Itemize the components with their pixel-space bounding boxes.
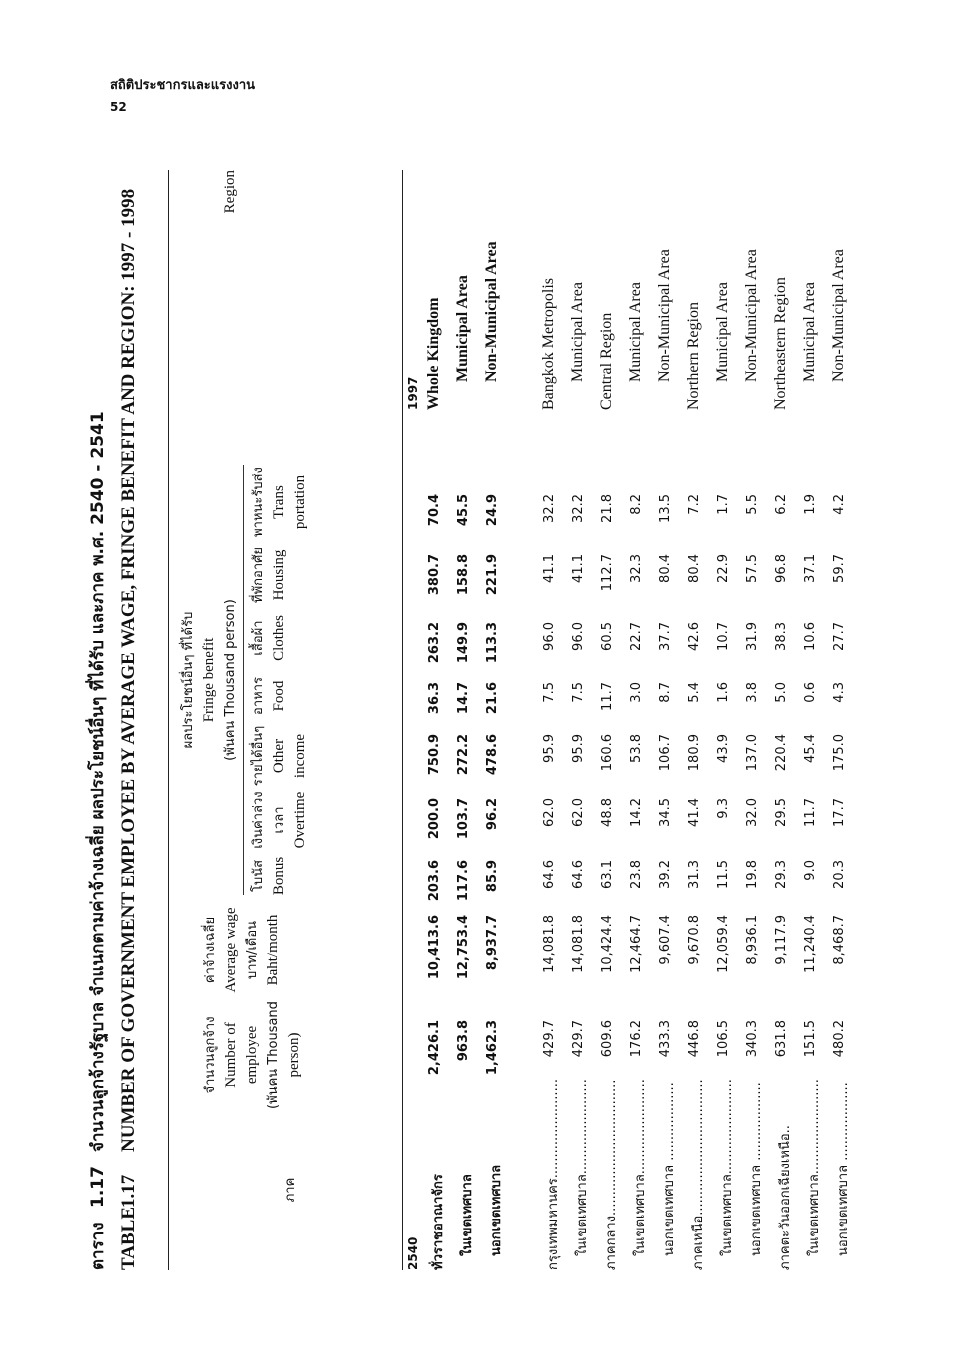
row-label-en: Whole Kingdom xyxy=(425,297,442,410)
cell-ot: 41.4 xyxy=(687,798,702,827)
row-label-en: Municipal Area xyxy=(569,282,586,382)
cell-emp: 106.5 xyxy=(716,1020,731,1058)
cell-housing: 37.1 xyxy=(803,554,818,583)
cell-food: 4.3 xyxy=(832,682,847,703)
cell-trans: 21.8 xyxy=(600,494,615,523)
cell-other: 95.9 xyxy=(571,734,586,763)
row-label-en: Non-Municipal Area xyxy=(656,249,673,382)
cell-bonus: 31.3 xyxy=(687,860,702,889)
title-th-number: 1.17 xyxy=(88,1166,108,1208)
cell-emp: 609.6 xyxy=(600,1020,615,1058)
cell-emp: 631.8 xyxy=(774,1020,789,1058)
cell-wage: 9,117.9 xyxy=(774,915,789,965)
header-bonus: โบนัส Bonus xyxy=(251,856,287,896)
cell-ot: 48.8 xyxy=(600,798,615,827)
header-overtime: เงินค่าล่วงเวลา Overtime xyxy=(251,791,308,849)
cell-bonus: 117.6 xyxy=(456,860,471,902)
cell-food: 7.5 xyxy=(571,682,586,703)
cell-other: 53.8 xyxy=(629,734,644,763)
cell-bonus: 203.6 xyxy=(427,860,442,902)
header-bottom-rule xyxy=(402,170,403,1270)
cell-emp: 2,426.1 xyxy=(427,1020,442,1076)
cell-trans: 8.2 xyxy=(629,494,644,515)
cell-other: 137.0 xyxy=(745,734,760,772)
cell-ot: 32.0 xyxy=(745,798,760,827)
cell-trans: 45.5 xyxy=(456,494,471,527)
cell-ot: 96.2 xyxy=(485,798,500,831)
cell-food: 3.0 xyxy=(629,682,644,703)
row-label-th: นอกเขตเทศบาล ................... xyxy=(662,1082,677,1256)
row-label-th: นอกเขตเทศบาล ................... xyxy=(836,1082,851,1256)
cell-bonus: 9.0 xyxy=(803,860,818,881)
rotated-table xyxy=(80,70,880,1270)
cell-housing: 41.1 xyxy=(571,554,586,583)
row-label-en: Municipal Area xyxy=(627,282,644,382)
cell-trans: 5.5 xyxy=(745,494,760,515)
cell-trans: 32.2 xyxy=(542,494,557,523)
cell-food: 3.8 xyxy=(745,682,760,703)
row-label-en: Non-Municipal Area xyxy=(830,249,847,382)
table-top-rule xyxy=(168,170,169,1270)
cell-wage: 8,936.1 xyxy=(745,915,760,965)
running-header: สถิติประชากรและแรงงาน xyxy=(110,78,256,93)
cell-emp: 963.8 xyxy=(456,1020,471,1062)
row-label-en: Non-Municipal Area xyxy=(743,249,760,382)
header-fringe: ผลประโยชน์อื่นๆ ที่ได้รับ Fringe benefit (พันคน Thousand person) xyxy=(181,599,238,761)
cell-emp: 480.2 xyxy=(832,1020,847,1058)
header-transport: พาหนะรับส่ง Trans portation xyxy=(251,467,308,537)
row-label-en: Municipal Area xyxy=(801,282,818,382)
cell-bonus: 29.3 xyxy=(774,860,789,889)
fringe-subrule xyxy=(243,465,244,895)
row-label-en: Municipal Area xyxy=(714,282,731,382)
row-label-en: Central Region xyxy=(598,312,615,410)
header-region-th: ภาค xyxy=(283,1177,298,1203)
cell-bonus: 39.2 xyxy=(658,860,673,889)
cell-housing: 221.9 xyxy=(485,554,500,596)
cell-bonus: 19.8 xyxy=(745,860,760,889)
cell-food: 21.6 xyxy=(485,682,500,715)
cell-housing: 59.7 xyxy=(832,554,847,583)
cell-other: 45.4 xyxy=(803,734,818,763)
cell-other: 180.9 xyxy=(687,734,702,772)
cell-ot: 9.3 xyxy=(716,798,731,819)
cell-clothes: 22.7 xyxy=(629,622,644,651)
header-employee: จำนวนลูกจ้าง Number of employee (พันคน Thousand person) xyxy=(203,1001,302,1109)
title-thai xyxy=(84,411,111,1270)
cell-ot: 200.0 xyxy=(427,798,442,840)
cell-wage: 9,607.4 xyxy=(658,915,673,965)
row-label-th: ภาคกลาง................................. xyxy=(604,1079,619,1270)
row-label-th: ภาคตะวันออกเฉียงเหนือ.. xyxy=(778,1125,793,1270)
cell-trans: 1.7 xyxy=(716,494,731,515)
cell-other: 43.9 xyxy=(716,734,731,763)
cell-bonus: 20.3 xyxy=(832,860,847,889)
cell-wage: 12,464.7 xyxy=(629,915,644,973)
cell-housing: 80.4 xyxy=(687,554,702,583)
cell-clothes: 96.0 xyxy=(542,622,557,651)
cell-wage: 9,670.8 xyxy=(687,915,702,965)
row-label-en: Northern Region xyxy=(685,302,702,410)
cell-ot: 62.0 xyxy=(571,798,586,827)
cell-clothes: 38.3 xyxy=(774,622,789,651)
row-label-th: ในเขตเทศบาล....................... xyxy=(633,1079,648,1256)
cell-bonus: 63.1 xyxy=(600,860,615,889)
cell-wage: 10,413.6 xyxy=(427,915,442,980)
cell-bonus: 64.6 xyxy=(542,860,557,889)
cell-other: 272.2 xyxy=(456,734,471,776)
row-label-th: ในเขตเทศบาล xyxy=(460,1174,475,1256)
cell-emp: 446.8 xyxy=(687,1020,702,1058)
cell-housing: 158.8 xyxy=(456,554,471,596)
row-label-en: Northeastern Region xyxy=(772,277,789,410)
cell-trans: 24.9 xyxy=(485,494,500,527)
row-label-th: นอกเขตเทศบาล xyxy=(489,1164,504,1256)
row-label-th: กรุงเทพมหานคร........................ xyxy=(546,1079,561,1270)
cell-housing: 32.3 xyxy=(629,554,644,583)
title-th-text: จำนวนลูกจ้างรัฐบาล จำแนกตามค่าจ้างเฉลี่ย ผลประโยชน์อื่นๆ ที่ได้รับ และภาค พ.ศ. 2540 - 2541 xyxy=(88,411,108,1152)
cell-food: 0.6 xyxy=(803,682,818,703)
cell-food: 7.5 xyxy=(542,682,557,703)
cell-clothes: 31.9 xyxy=(745,622,760,651)
title-en-label: TABLE xyxy=(118,1206,139,1270)
cell-other: 95.9 xyxy=(542,734,557,763)
cell-wage: 12,059.4 xyxy=(716,915,731,973)
cell-bonus: 11.5 xyxy=(716,860,731,889)
header-wage: ค่าจ้างเฉลี่ย Average wage บาท/เดือน Baht/month xyxy=(203,907,281,993)
header-housing: ที่พักอาศัย Housing xyxy=(251,547,287,603)
cell-wage: 12,753.4 xyxy=(456,915,471,980)
cell-housing: 112.7 xyxy=(600,554,615,592)
cell-emp: 429.7 xyxy=(542,1020,557,1058)
cell-trans: 70.4 xyxy=(427,494,442,527)
cell-ot: 34.5 xyxy=(658,798,673,827)
cell-ot: 62.0 xyxy=(542,798,557,827)
cell-emp: 151.5 xyxy=(803,1020,818,1058)
cell-housing: 41.1 xyxy=(542,554,557,583)
cell-clothes: 149.9 xyxy=(456,622,471,664)
cell-wage: 8,468.7 xyxy=(832,915,847,965)
cell-trans: 7.2 xyxy=(687,494,702,515)
cell-wage: 8,937.7 xyxy=(485,915,500,971)
header-region-en: Region xyxy=(222,170,238,214)
cell-wage: 14,081.8 xyxy=(542,915,557,973)
year-label-en: 1997 xyxy=(406,376,420,410)
row-label-th: นอกเขตเทศบาล ................... xyxy=(749,1082,764,1256)
cell-clothes: 10.6 xyxy=(803,622,818,651)
title-en-text: NUMBER OF GOVERNMENT EMPLOYEE BY AVERAGE WAGE, FRINGE BENEFIT AND REGION: 1997 - 1998 xyxy=(118,188,139,1152)
cell-clothes: 96.0 xyxy=(571,622,586,651)
cell-trans: 1.9 xyxy=(803,494,818,515)
cell-trans: 6.2 xyxy=(774,494,789,515)
cell-other: 160.6 xyxy=(600,734,615,772)
cell-emp: 429.7 xyxy=(571,1020,586,1058)
row-label-th: ในเขตเทศบาล....................... xyxy=(807,1079,822,1256)
cell-clothes: 37.7 xyxy=(658,622,673,651)
cell-housing: 57.5 xyxy=(745,554,760,583)
cell-other: 175.0 xyxy=(832,734,847,772)
row-label-th: ในเขตเทศบาล....................... xyxy=(575,1079,590,1256)
cell-housing: 96.8 xyxy=(774,554,789,583)
row-label-en: Municipal Area xyxy=(454,275,471,382)
header-food: อาหาร Food xyxy=(251,677,287,715)
cell-wage: 10,424.4 xyxy=(600,915,615,973)
cell-food: 1.6 xyxy=(716,682,731,703)
cell-housing: 380.7 xyxy=(427,554,442,596)
cell-other: 478.6 xyxy=(485,734,500,776)
cell-ot: 11.7 xyxy=(803,798,818,827)
cell-other: 220.4 xyxy=(774,734,789,772)
cell-housing: 80.4 xyxy=(658,554,673,583)
row-label-en: Non-Municipal Area xyxy=(483,241,500,382)
cell-emp: 340.3 xyxy=(745,1020,760,1058)
cell-bonus: 64.6 xyxy=(571,860,586,889)
row-label-th: ภาคเหนือ................................. xyxy=(691,1079,706,1270)
cell-emp: 433.3 xyxy=(658,1020,673,1058)
cell-wage: 11,240.4 xyxy=(803,915,818,973)
cell-ot: 17.7 xyxy=(832,798,847,827)
cell-trans: 4.2 xyxy=(832,494,847,515)
cell-other: 750.9 xyxy=(427,734,442,776)
cell-ot: 29.5 xyxy=(774,798,789,827)
cell-food: 5.0 xyxy=(774,682,789,703)
cell-bonus: 85.9 xyxy=(485,860,500,893)
title-th-label: ตาราง xyxy=(88,1222,108,1270)
cell-housing: 22.9 xyxy=(716,554,731,583)
cell-wage: 14,081.8 xyxy=(571,915,586,973)
row-label-th: ในเขตเทศบาล....................... xyxy=(720,1079,735,1256)
title-english xyxy=(118,189,140,1270)
header-other-income: รายได้อื่นๆ Other income xyxy=(251,725,308,787)
cell-trans: 32.2 xyxy=(571,494,586,523)
cell-ot: 14.2 xyxy=(629,798,644,827)
cell-ot: 103.7 xyxy=(456,798,471,840)
cell-clothes: 60.5 xyxy=(600,622,615,651)
header-clothes: เสื้อผ้า Clothes xyxy=(251,615,287,661)
cell-food: 5.4 xyxy=(687,682,702,703)
cell-emp: 1,462.3 xyxy=(485,1020,500,1076)
row-label-th: ทั่วราชอาณาจักร xyxy=(431,1174,446,1270)
cell-food: 36.3 xyxy=(427,682,442,715)
year-label-th: 2540 xyxy=(406,1236,420,1270)
cell-emp: 176.2 xyxy=(629,1020,644,1058)
row-label-en: Bangkok Metropolis xyxy=(540,278,557,410)
cell-clothes: 113.3 xyxy=(485,622,500,664)
cell-food: 14.7 xyxy=(456,682,471,715)
cell-bonus: 23.8 xyxy=(629,860,644,889)
cell-other: 106.7 xyxy=(658,734,673,772)
cell-food: 11.7 xyxy=(600,682,615,711)
cell-clothes: 27.7 xyxy=(832,622,847,651)
page-number: 52 xyxy=(110,100,127,114)
cell-food: 8.7 xyxy=(658,682,673,703)
cell-clothes: 10.7 xyxy=(716,622,731,651)
cell-clothes: 42.6 xyxy=(687,622,702,651)
cell-clothes: 263.2 xyxy=(427,622,442,664)
cell-trans: 13.5 xyxy=(658,494,673,523)
title-en-number: 1.17 xyxy=(118,1174,139,1208)
